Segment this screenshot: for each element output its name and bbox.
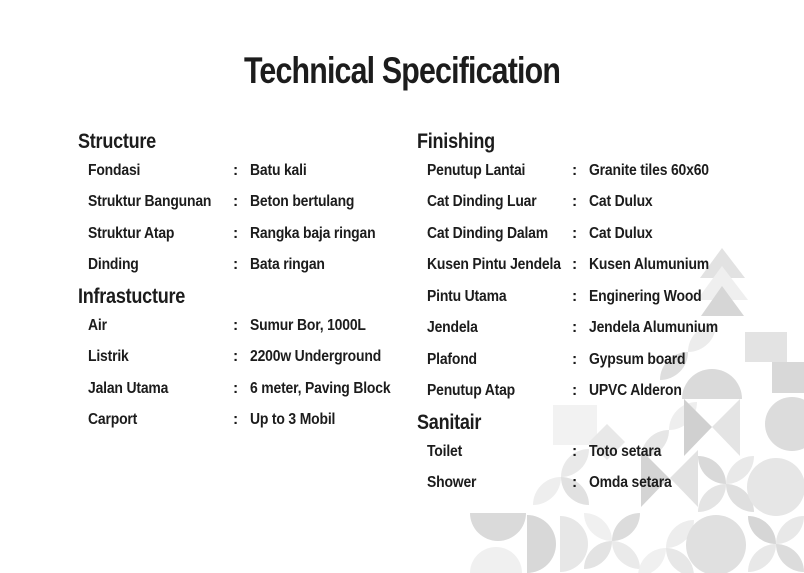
- spec-row: [88, 373, 413, 405]
- spec-label: Dinding: [88, 256, 139, 274]
- colon-separator: :: [233, 379, 238, 397]
- sanitair-rows: [417, 436, 777, 499]
- colon-separator: :: [572, 256, 577, 274]
- spec-value: 2200w Underground: [250, 348, 382, 366]
- section-infrastructure: [78, 286, 413, 436]
- spec-label: Fondasi: [88, 161, 141, 179]
- section-heading-finishing: Finishing: [417, 130, 495, 153]
- spec-label: Pintu Utama: [427, 287, 507, 305]
- colon-separator: :: [233, 316, 238, 334]
- spec-row: [427, 155, 777, 187]
- spec-value: Sumur Bor, 1000L: [250, 316, 366, 334]
- spec-value: Rangka baja ringan: [250, 224, 376, 242]
- colon-separator: :: [572, 287, 577, 305]
- colon-separator: :: [233, 348, 238, 366]
- spec-label: Struktur Bangunan: [88, 193, 212, 211]
- spec-row: [427, 313, 777, 345]
- section-heading-structure: Structure: [78, 130, 156, 153]
- colon-separator: :: [572, 161, 577, 179]
- left-column: [78, 131, 413, 436]
- spec-row: [427, 376, 777, 408]
- colon-separator: :: [572, 224, 577, 242]
- spec-row: [88, 218, 413, 250]
- spec-value: Batu kali: [250, 161, 307, 179]
- spec-label: Shower: [427, 474, 477, 492]
- spec-value: Cat Dulux: [589, 224, 653, 242]
- spec-row: [427, 436, 777, 468]
- spec-value: Bata ringan: [250, 256, 325, 274]
- colon-separator: :: [233, 193, 238, 211]
- colon-separator: :: [572, 382, 577, 400]
- structure-rows: [78, 155, 413, 281]
- spec-value: Kusen Alumunium: [589, 256, 710, 274]
- spec-label: Struktur Atap: [88, 224, 175, 242]
- spec-label: Cat Dinding Luar: [427, 193, 537, 211]
- spec-value: Up to 3 Mobil: [250, 411, 336, 429]
- right-column: [417, 131, 777, 499]
- colon-separator: :: [572, 319, 577, 337]
- spec-row: [88, 405, 413, 437]
- spec-row: [427, 250, 777, 282]
- infrastructure-rows: [78, 310, 413, 436]
- spec-label: Toilet: [427, 442, 463, 460]
- spec-value: Jendela Alumunium: [589, 319, 718, 337]
- section-heading-infrastructure: Infrastucture: [78, 285, 186, 308]
- spec-label: Cat Dinding Dalam: [427, 224, 548, 242]
- spec-row: [88, 342, 413, 374]
- colon-separator: :: [572, 193, 577, 211]
- spec-value: Gypsum board: [589, 350, 686, 368]
- spec-label: Penutup Lantai: [427, 161, 526, 179]
- spec-value: UPVC Alderon: [589, 382, 682, 400]
- spec-value: Cat Dulux: [589, 193, 653, 211]
- colon-separator: :: [233, 224, 238, 242]
- spec-label: Air: [88, 316, 107, 334]
- spec-label: Listrik: [88, 348, 129, 366]
- spec-label: Penutup Atap: [427, 382, 516, 400]
- page-title: Technical Specification: [243, 50, 561, 91]
- spec-label: Kusen Pintu Jendela: [427, 256, 561, 274]
- colon-separator: :: [572, 474, 577, 492]
- colon-separator: :: [233, 256, 238, 274]
- spec-row: [88, 155, 413, 187]
- spec-row: [427, 187, 777, 219]
- spec-row: [88, 250, 413, 282]
- spec-row: [427, 468, 777, 500]
- colon-separator: :: [233, 161, 238, 179]
- section-structure: [78, 131, 413, 281]
- spec-label: Jendela: [427, 319, 478, 337]
- spec-row: [88, 310, 413, 342]
- section-finishing: [417, 131, 777, 407]
- spec-label: Carport: [88, 411, 138, 429]
- spec-value: 6 meter, Paving Block: [250, 379, 391, 397]
- colon-separator: :: [233, 411, 238, 429]
- finishing-rows: [417, 155, 777, 407]
- section-sanitair: [417, 412, 777, 499]
- colon-separator: :: [572, 442, 577, 460]
- spec-value: Beton bertulang: [250, 193, 355, 211]
- spec-row: [427, 281, 777, 313]
- colon-separator: :: [572, 350, 577, 368]
- spec-value: Omda setara: [589, 474, 672, 492]
- section-heading-sanitair: Sanitair: [417, 411, 482, 434]
- spec-label: Plafond: [427, 350, 477, 368]
- spec-value: Enginering Wood: [589, 287, 702, 305]
- spec-row: [427, 344, 777, 376]
- spec-value: Toto setara: [589, 442, 662, 460]
- spec-row: [427, 218, 777, 250]
- spec-value: Granite tiles 60x60: [589, 161, 709, 179]
- spec-label: Jalan Utama: [88, 379, 169, 397]
- spec-row: [88, 187, 413, 219]
